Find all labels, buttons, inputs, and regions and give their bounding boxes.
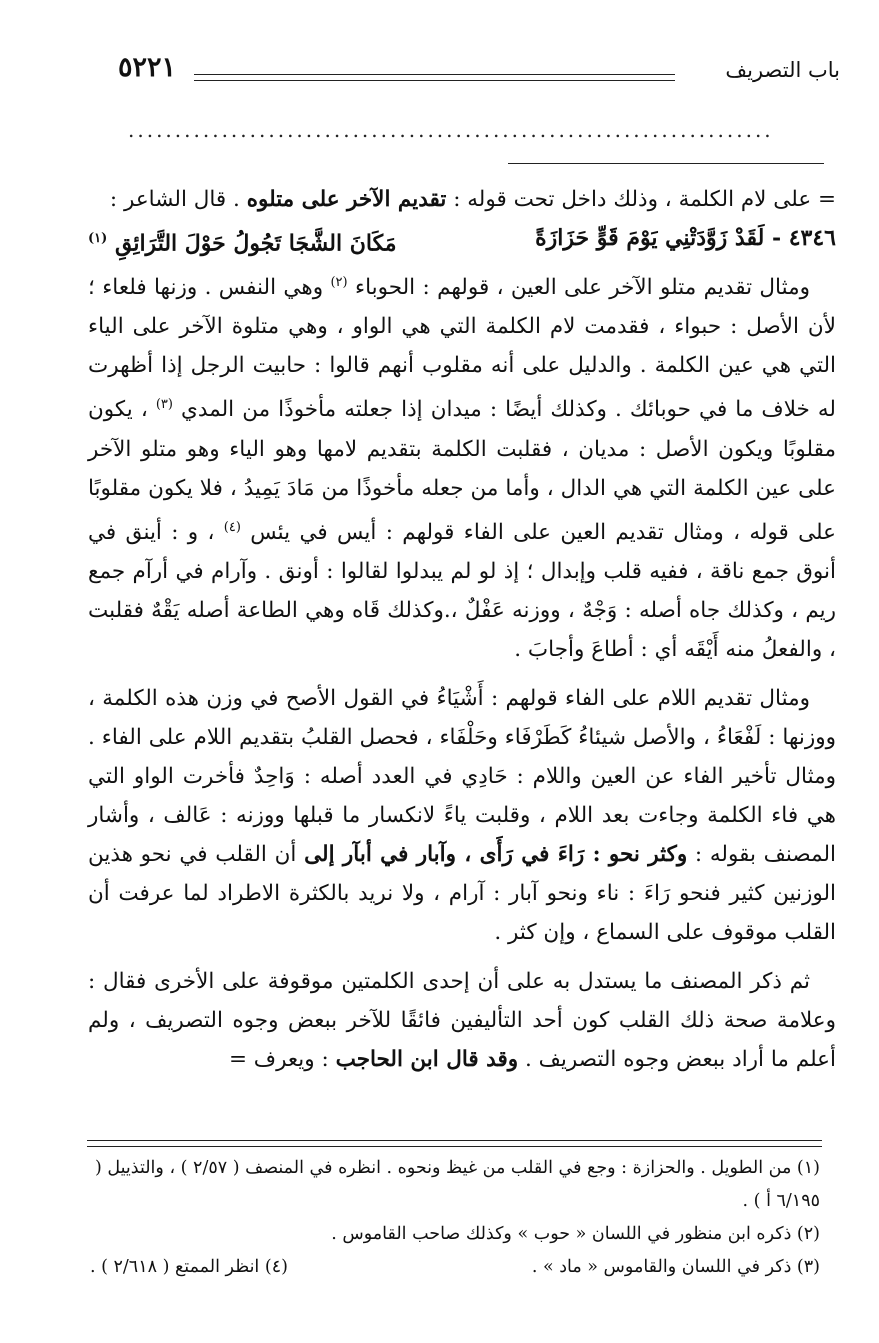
footnote-2: (٢) ذكره ابن منظور في اللسان « حوب » وكذلك صاحب القاموس . — [331, 1224, 820, 1244]
verse-number: ٤٣٤٦ - — [764, 225, 836, 251]
page-number: ٥٢٢١ — [118, 52, 177, 83]
paragraph-3: ومثال تقديم اللام على الفاء قولهم : أَشْيَاءُ في القول الأصح في وزن هذه الكلمة ، ووزنها : لَفْعَاءُ ، والأصل شيئاءُ كَطَرْفَاء وحَلْفَاء ، فحصل القلبُ بتقديم اللام على الفاء . ومثال تأخير الفاء عن العين واللام : حَادِي في العدد أصله : وَاحِدٌ فأخرت الواو التي هي فاء الكلمة وجاءت بعد اللام ، وقلبت ياءً لانكسار ما قبلها ووزنه : عَالف ، وأشار المصنف بقوله : وكثر نحو : رَاءَ في رَأَى ، وآبار في أبآر إلى أن القلب في نحو هذين الوزنين كثير فنحو رَاءَ : ناء ونحو آبار : آرام ، ولا نريد بالكثرة الاطراد لما عرفت أن القلب موقوف على السماع ، وإن كثر . — [88, 685, 836, 945]
verse-second-hemistich: مَكَانَ الشَّجَا تَجُولُ حَوْلَ التَّرَائِقِ — [114, 230, 397, 257]
dotted-separator: ..................................................................... — [128, 118, 774, 142]
footnote-double-rule — [87, 1140, 822, 1147]
chapter-title: باب التصريف — [725, 58, 840, 82]
running-header — [118, 54, 840, 94]
bold-quote: وكثر نحو : رَاءَ في رَأَى ، وآبار في أبآر إلى — [304, 841, 688, 867]
paragraph-4: ثم ذكر المصنف ما يستدل به على أن إحدى الكلمتين موقوفة على الأخرى فقال : وعلامة صحة ذلك القلب كون أحد التأليفين فائقًا للآخر ببعض وجوه التصريف ، ولم أعلم ما أراد ببعض وجوه التصريف . وقد قال ابن الحاجب : ويعرف = — [88, 968, 836, 1072]
footnote-ref: (٤) — [223, 519, 241, 535]
footnote-1: (١) من الطويل . والحزازة : وجع في القلب من غيظ ونحوه . انظره في المنصف ( ٢/٥٧ ) ، والتذييل ( ٦/١٩٥ أ ) . — [94, 1158, 820, 1211]
section-rule — [508, 163, 824, 164]
verse-first-hemistich: لَقَدْ زَوَّدَتْنِي يَوْمَ قَوٍّ حَزَازَةً — [535, 225, 765, 251]
poetry-verse — [88, 219, 836, 263]
footnote-3: (٣) ذكر في اللسان والقاموس « ماد » . — [531, 1257, 820, 1277]
footnote-ref: (٣) — [155, 397, 173, 413]
footnote-ref: (٢) — [330, 275, 348, 291]
footnote-ref: (١) — [88, 231, 108, 246]
footnote-4: (٤) انظر الممتع ( ٢/٦١٨ ) . — [90, 1257, 288, 1277]
footnotes — [90, 1152, 820, 1284]
bold-quote: وقد قال ابن الحاجب — [335, 1046, 519, 1072]
paragraph-2: ومثال تقديم متلو الآخر على العين ، قولهم : الحوباء $^{(٢)}$ وهي النفس . وزنها فلعاء ؛ لأن الأصل : حبواء ، فقدمت لام الكلمة التي هي الواو ، وهي متلوة الآخر على الياء التي هي عين الكلمة . والدليل على أنه مقلوب أنهم قالوا : حابيت الرجل إذا أظهرت له خلاف ما في حوبائك . وكذلك أيضًا : ميدان إذا جعلته مأخوذًا من المدي $^{(٣)}$ ، يكون مقلوبًا ويكون الأصل : مديان ، فقلبت الكلمة بتقديم لامها وهو الياء وهو متلو الآخر على عين الكلمة التي هي الدال ، وأما من جعله مأخوذًا من مَادَ يَمِيدُ ، فلا يكون مقلوبًا على قوله ، ومثال تقديم العين على الفاء قولهم : أيس في يئس $^{(٤)}$ ، و : أينق في أنوق جمع ناقة ، ففيه قلب وإبدال ؛ إذ لو لم يبدلوا لقالوا : أونق . وآرام في أرآم جمع ريم ، وكذلك جاه أصله : وَجْهٌ ، ووزنه عَفْلٌ ،.وكذلك قَاه وهي الطاعة أصله يَقْهٌ فقلبت ، والفعلُ منه أَيْقَه أي : أطاعَ وأجابَ . — [88, 275, 837, 662]
header-double-rule — [194, 74, 675, 81]
main-text — [88, 180, 836, 1079]
bold-quote: تقديم الآخر على متلوه — [246, 187, 447, 212]
footnote-row — [90, 1251, 820, 1284]
paragraph-1: = على لام الكلمة ، وذلك داخل تحت قوله : تقديم الآخر على متلوه . قال الشاعر : — [109, 187, 836, 212]
